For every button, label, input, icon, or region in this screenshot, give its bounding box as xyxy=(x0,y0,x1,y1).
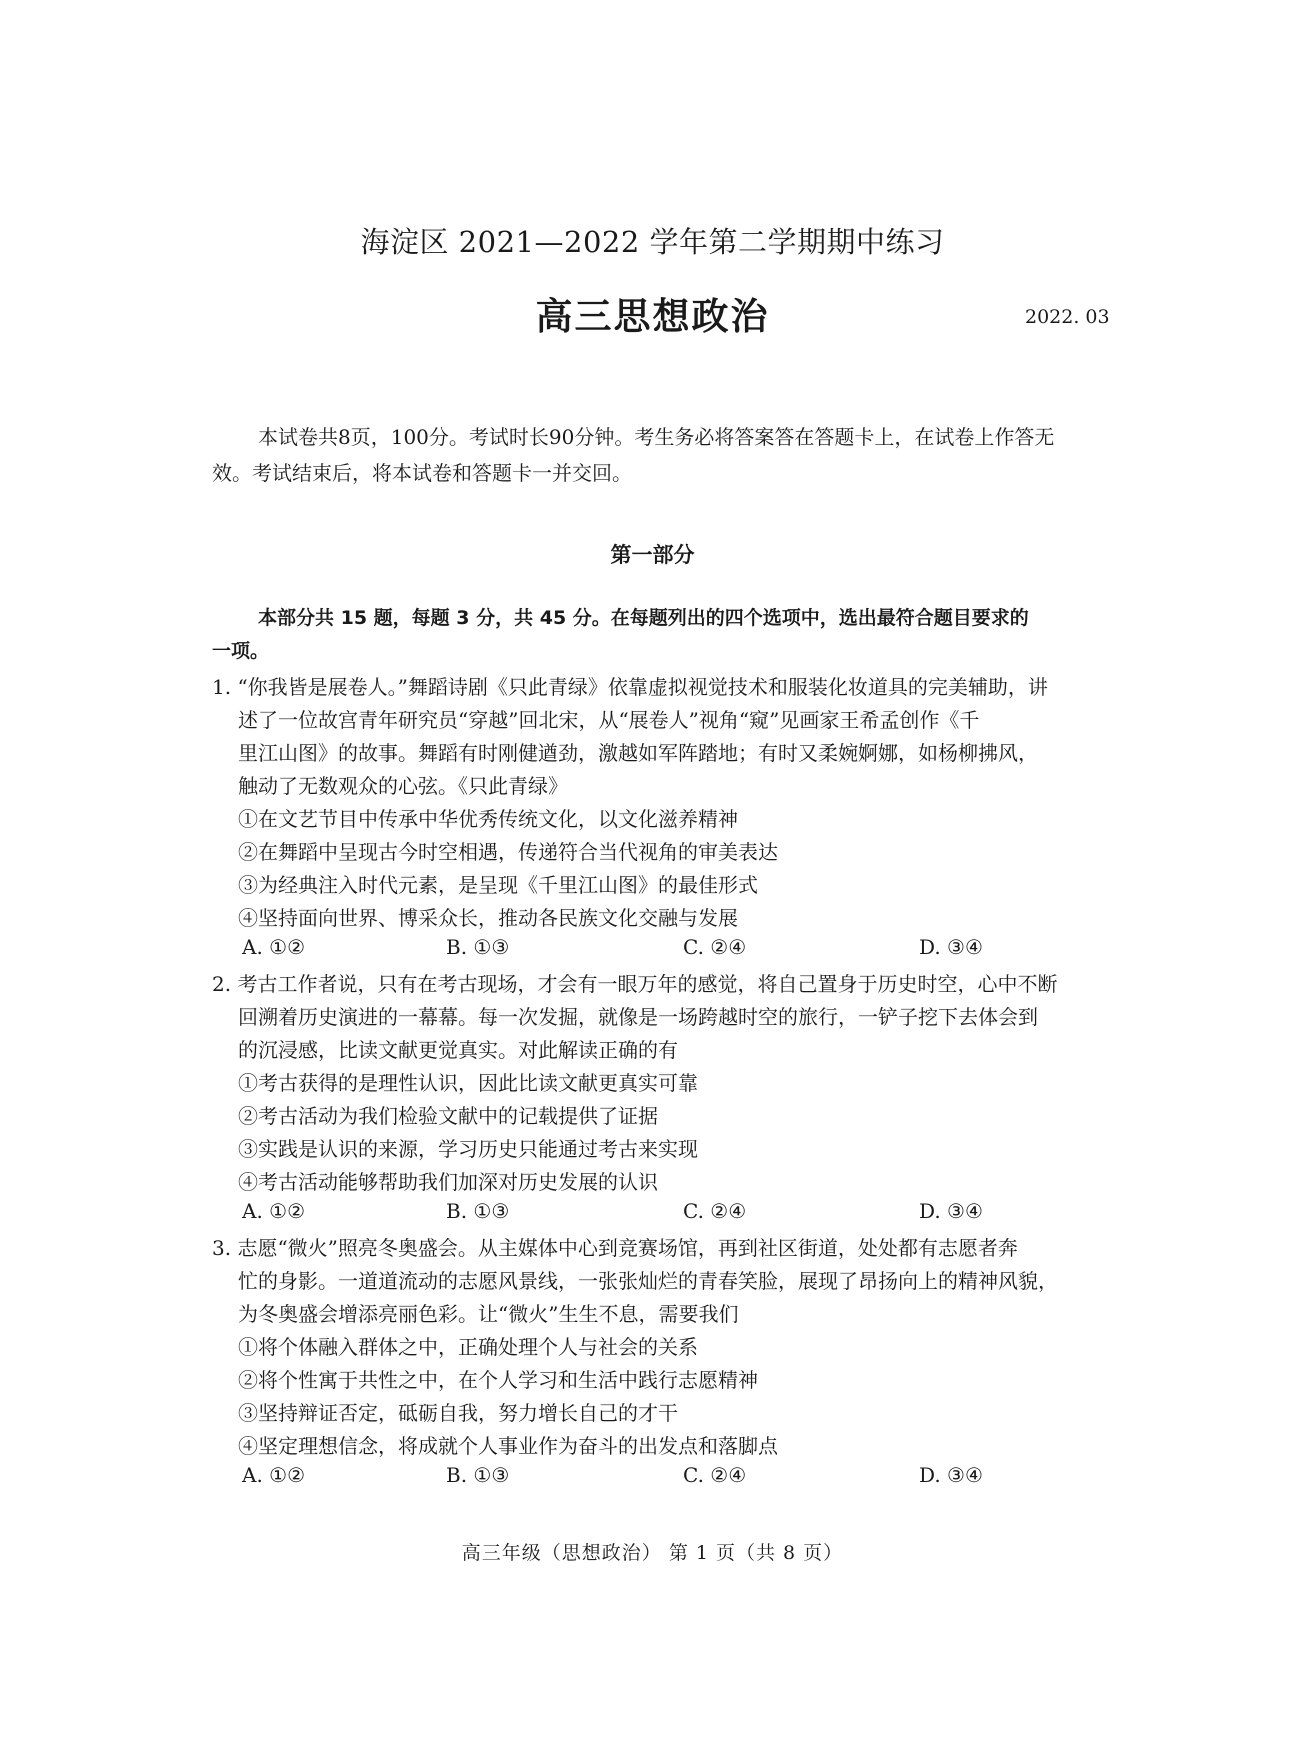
subject-title: 高三思想政治 xyxy=(535,294,770,338)
instructions-line-2: 效。考试结束后，将本试卷和答题卡一并交回。 xyxy=(212,461,632,485)
instructions-line-1: 本试卷共8页，100分。考试时长90分钟。考生务必将答案答在答题卡上，在试卷上作答无 xyxy=(258,425,1055,449)
question-1-choice-c[interactable]: C. ②④ xyxy=(683,935,747,959)
question-1-choice-a[interactable]: A. ①② xyxy=(242,935,306,959)
question-2-stem-line: 2. 考古工作者说，只有在考古现场，才会有一眼万年的感觉，将自己置身于历史时空，心中不断 xyxy=(212,972,1058,996)
part-intro-line-1: 本部分共 15 题，每题 3 分，共 45 分。在每题列出的四个选项中，选出最符合题目要求的 xyxy=(258,607,1029,629)
question-1-choice-d[interactable]: D. ③④ xyxy=(919,935,983,959)
page-footer: 高三年级（思想政治） 第 1 页（共 8 页） xyxy=(461,1542,844,1564)
exam-title: 海淀区 2021—2022 学年第二学期期中练习 xyxy=(360,225,945,259)
question-2-item: ③实践是认识的来源，学习历史只能通过考古来实现 xyxy=(238,1137,698,1161)
question-3-item: ③坚持辩证否定，砥砺自我，努力增长自己的才干 xyxy=(238,1401,678,1425)
question-3-item: ②将个性寓于共性之中，在个人学习和生活中践行志愿精神 xyxy=(238,1368,758,1392)
question-2-stem-line: 的沉浸感，比读文献更觉真实。对此解读正确的有 xyxy=(238,1038,678,1062)
question-3-item: ④坚定理想信念，将成就个人事业作为奋斗的出发点和落脚点 xyxy=(238,1434,778,1458)
question-1-stem-line: 里江山图》的故事。舞蹈有时刚健遒劲，激越如军阵踏地；有时又柔婉婀娜，如杨柳拂风， xyxy=(238,741,1038,765)
question-1-choice-b[interactable]: B. ①③ xyxy=(446,935,510,959)
question-1-stem-line: 述了一位故宫青年研究员“穿越”回北宋，从“展卷人”视角“窥”见画家王希孟创作《千 xyxy=(238,708,980,732)
question-2-item: ②考古活动为我们检验文献中的记载提供了证据 xyxy=(238,1104,658,1128)
question-3-stem-line: 忙的身影。一道道流动的志愿风景线，一张张灿烂的青春笑脸，展现了昂扬向上的精神风貌， xyxy=(238,1269,1058,1293)
exam-date: 2022. 03 xyxy=(1025,306,1110,328)
question-3-stem-line: 3. 志愿“微火”照亮冬奥盛会。从主媒体中心到竞赛场馆，再到社区街道，处处都有志愿者奔 xyxy=(212,1236,1018,1260)
question-1-item: ①在文艺节目中传承中华优秀传统文化，以文化滋养精神 xyxy=(238,807,738,831)
question-1-item: ②在舞蹈中呈现古今时空相遇，传递符合当代视角的审美表达 xyxy=(238,840,778,864)
question-2-choice-d[interactable]: D. ③④ xyxy=(919,1199,983,1223)
question-2-choice-b[interactable]: B. ①③ xyxy=(446,1199,510,1223)
question-3-stem-line: 为冬奥盛会增添亮丽色彩。让“微火”生生不息，需要我们 xyxy=(238,1302,739,1326)
question-1-stem-line: 触动了无数观众的心弦。《只此青绿》 xyxy=(238,774,568,798)
question-3-choice-d[interactable]: D. ③④ xyxy=(919,1463,983,1487)
question-3-choice-b[interactable]: B. ①③ xyxy=(446,1463,510,1487)
question-2-stem-line: 回溯着历史演进的一幕幕。每一次发掘，就像是一场跨越时空的旅行，一铲子挖下去体会到 xyxy=(238,1005,1038,1029)
question-2-choice-c[interactable]: C. ②④ xyxy=(683,1199,747,1223)
question-3-choice-a[interactable]: A. ①② xyxy=(242,1463,306,1487)
question-1-item: ③为经典注入时代元素，是呈现《千里江山图》的最佳形式 xyxy=(238,873,758,897)
part-title: 第一部分 xyxy=(610,543,695,567)
question-2-item: ①考古获得的是理性认识，因此比读文献更真实可靠 xyxy=(238,1071,698,1095)
question-3-item: ①将个体融入群体之中，正确处理个人与社会的关系 xyxy=(238,1335,698,1359)
question-2-choice-a[interactable]: A. ①② xyxy=(242,1199,306,1223)
question-1-stem-line: 1. “你我皆是展卷人。”舞蹈诗剧《只此青绿》依靠虚拟视觉技术和服装化妆道具的完美辅助，讲 xyxy=(212,675,1048,699)
question-3-choice-c[interactable]: C. ②④ xyxy=(683,1463,747,1487)
question-2-item: ④考古活动能够帮助我们加深对历史发展的认识 xyxy=(238,1170,658,1194)
part-intro-line-2: 一项。 xyxy=(212,640,270,662)
question-1-item: ④坚持面向世界、博采众长，推动各民族文化交融与发展 xyxy=(238,906,738,930)
